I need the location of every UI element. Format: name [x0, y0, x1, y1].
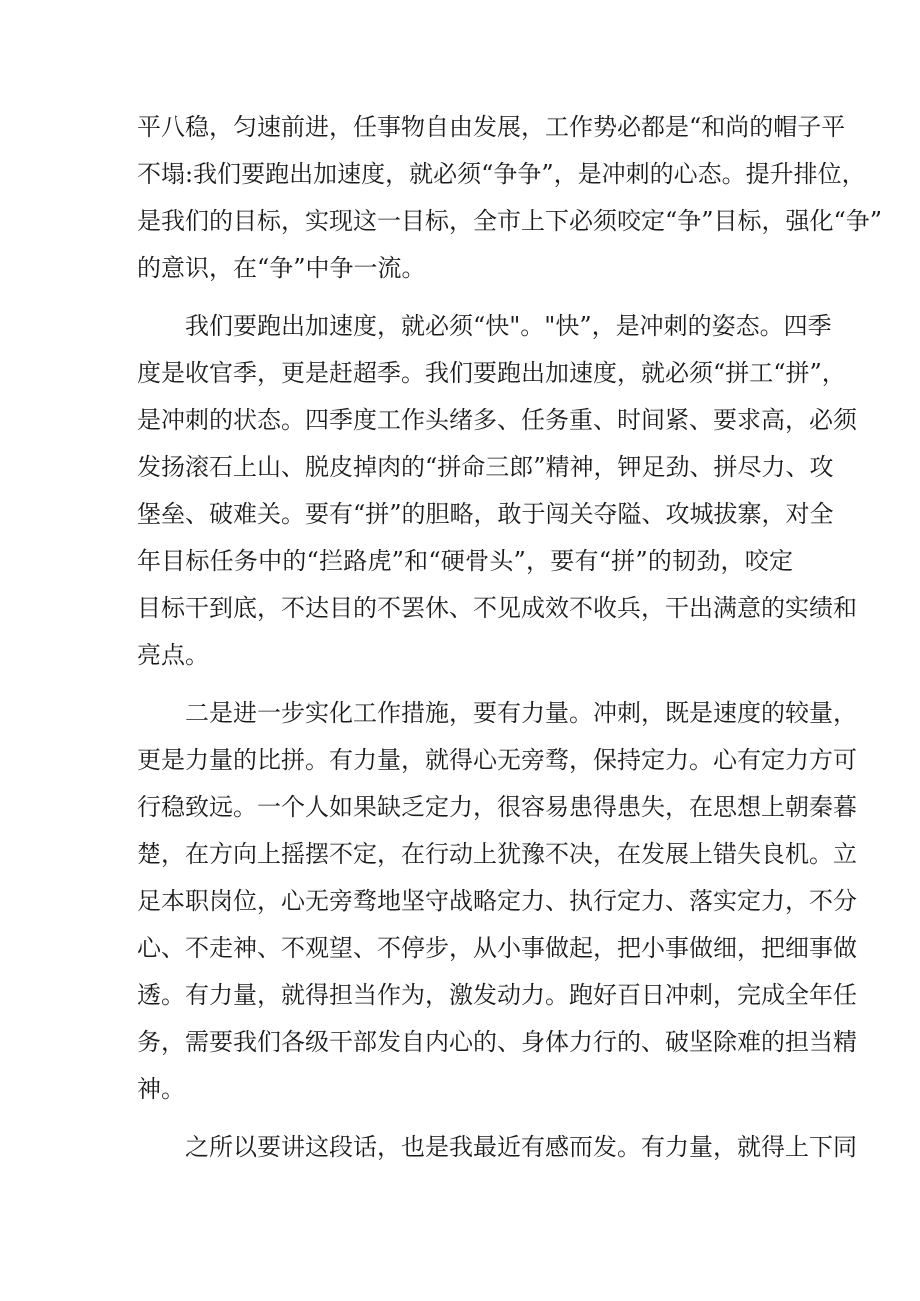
paragraph-first-line: 我们要跑出加速度，就必须“快"。"快”，是冲刺的姿态。四季: [185, 312, 832, 340]
text-line: 务，需要我们各级干部发自内心的、身体力行的、破坚除难的担当精: [137, 1028, 857, 1056]
text-line: 神。: [137, 1075, 185, 1103]
text-line: 亮点。: [137, 641, 209, 669]
text-line: 行稳致远。一个人如果缺乏定力，很容易患得患失，在思想上朝秦暮: [137, 793, 857, 821]
text-line: 更是力量的比拼。有力量，就得心无旁骛，保持定力。心有定力方可: [137, 746, 857, 774]
text-line: 年目标任务中的“拦路虎”和“硬骨头”，要有“拼”的韧劲，咬定: [137, 547, 793, 575]
text-line: 平八稳，匀速前进，任事物自由发展，工作势必都是“和尚的帽子平: [137, 113, 846, 141]
text-line: 透。有力量，就得担当作为，激发动力。跑好百日冲刺，完成全年任: [137, 981, 857, 1009]
text-line: 发扬滚石上山、脱皮掉肉的“拼命三郎”精神，钾足劲、拼尽力、攻: [137, 453, 834, 481]
text-line: 不塌:我们要跑出加速度，就必须“争争”，是冲刺的心态。提升排位，: [137, 160, 866, 188]
text-line: 目标干到底，不达目的不罢休、不见成效不收兵，干出满意的实绩和: [137, 594, 857, 622]
text-line: 足本职岗位，心无旁骛地坚守战略定力、执行定力、落实定力，不分: [137, 887, 857, 915]
paragraph-first-line: 之所以要讲这段话，也是我最近有感而发。有力量，就得上下同: [185, 1133, 857, 1161]
text-line: 的意识，在“争”中争一流。: [137, 254, 426, 282]
text-line: 堡垒、破难关。要有“拼”的胆略，敢于闯关夺隘、攻城拔寨，对全: [137, 500, 834, 528]
text-line: 是我们的目标，实现这一目标，全市上下必须咬定“争”目标，强化“争”: [137, 207, 883, 235]
text-line: 度是收官季，更是赶超季。我们要跑出加速度，就必须“拼工“拼”，: [137, 359, 846, 387]
text-line: 心、不走神、不观望、不停步，从小事做起，把小事做细，把细事做: [137, 934, 857, 962]
paragraph-first-line: 二是进一步实化工作措施，要有力量。冲刺，既是速度的较量，: [185, 699, 857, 727]
text-line: 楚，在方向上摇摆不定，在行动上犹豫不决，在发展上错失良机。立: [137, 840, 857, 868]
text-line: 是冲刺的状态。四季度工作头绪多、任务重、时间紧、要求高，必须: [137, 406, 857, 434]
